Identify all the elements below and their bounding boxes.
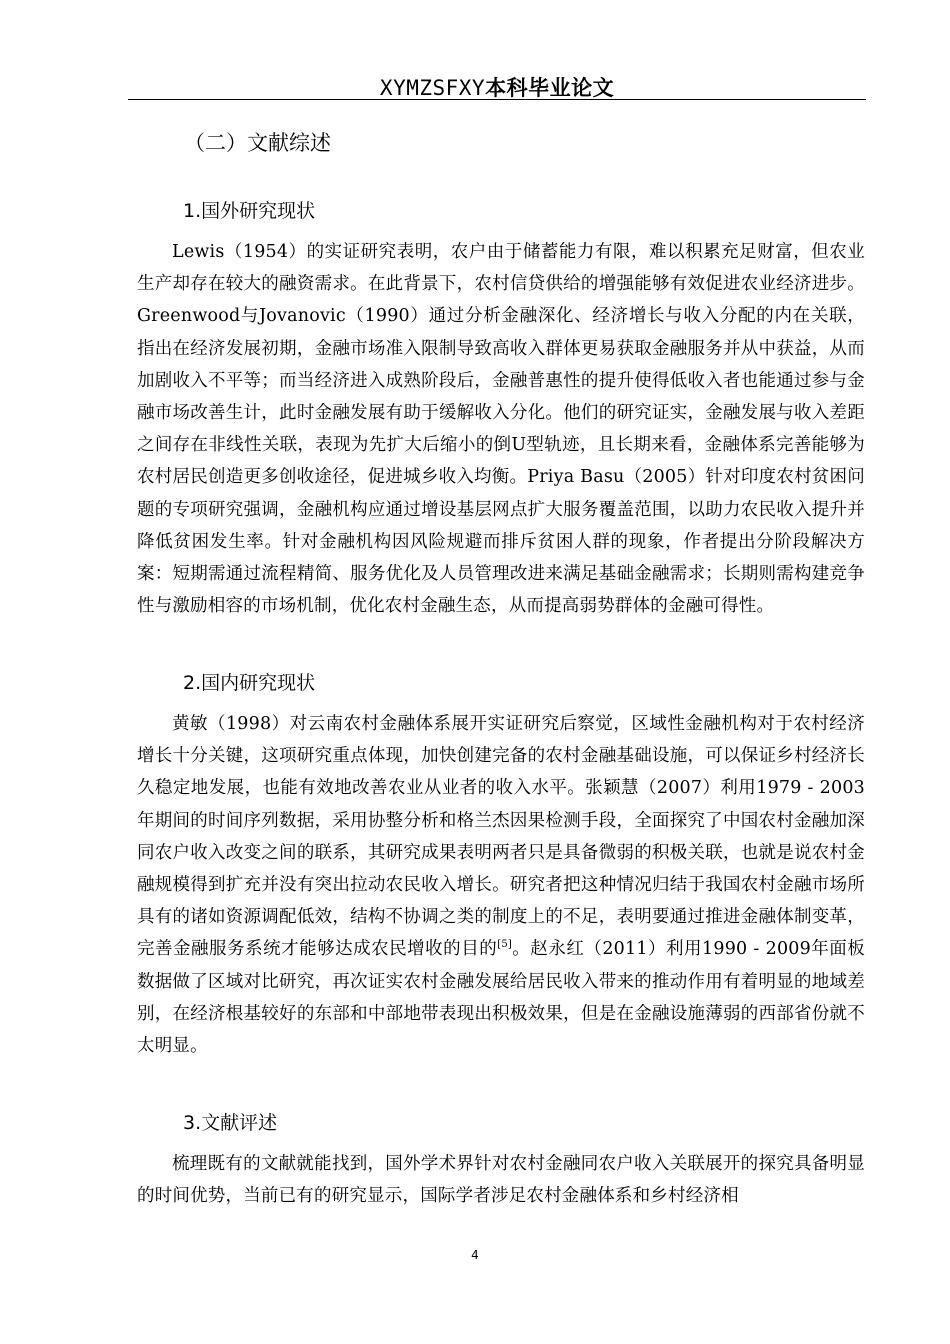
citation-marker: [5] — [497, 939, 512, 951]
header-code: XYMZSFXY — [379, 76, 486, 100]
subsection-heading-domestic: 2.国内研究现状 — [183, 672, 316, 694]
subsection-heading-foreign: 1.国外研究现状 — [183, 200, 316, 222]
page-header — [128, 72, 866, 102]
subsection-heading-review: 3.文献评述 — [183, 1112, 278, 1134]
paragraph-foreign-research: Lewis（1954）的实证研究表明，农户由于储蓄能力有限，难以积累充足财富，但农业生产却存在较大的融资需求。在此背景下，农村信贷供给的增强能够有效促进农业经济进步。Greenwood与Jovanovic（1990）通过分析金融深化、经济增长与收入分配的内在关联，指出在经济发展初期，金融市场准入限制导致高收入群体更易获取金融服务并从中获益，从而加剧收入不平等；而当经济进入成熟阶段后，金融普惠性的提升使得低收入者也能通过参与金融市场改善生计，此时金融发展有助于缓解收入分化。他们的研究证实，金融发展与收入差距之间存在非线性关联，表现为先扩大后缩小的倒U型轨迹，且长期来看，金融体系完善能够为农村居民创造更多创收途径，促进城乡收入均衡。Priya Basu（2005）针对印度农村贫困问题的专项研究强调，金融机构应通过增设基层网点扩大服务覆盖范围，以助力农民收入提升并降低贫困发生率。针对金融机构因风险规避而排斥贫困人群的现象，作者提出分阶段解决方案：短期需通过流程精简、服务优化及人员管理改进来满足基础金融需求；长期则需构建竞争性与激励相容的市场机制，优化农村金融生态，从而提高弱势群体的金融可得性。 — [137, 242, 865, 617]
page-number: 4 — [471, 1248, 479, 1262]
section-title: （二）文献综述 — [184, 131, 331, 155]
paragraph-domestic-research — [137, 708, 865, 1062]
paragraph-domestic-part-a: 黄敏（1998）对云南农村金融体系展开实证研究后察觉，区域性金融机构对于农村经济增长十分关键，这项研究重点体现，加快创建完备的农村金融基础设施，可以保证乡村经济长久稳定地发展，也能有效地改善农业从业者的收入水平。张颖慧（2007）利用1979 - 2003年期间的时间序列数据，采用协整分析和格兰杰因果检测手段，全面探究了中国农村金融加深同农户收入改变之间的联系，其研究成果表明两者只是具备微弱的积极关联，也就是说农村金融规模得到扩充并没有突出拉动农民收入增长。研究者把这种情况归结于我国农村金融市场所具有的诸如资源调配低效，结构不协调之类的制度上的不足，表明要通过推进金融体制变革，完善金融服务系统才能够达成农民增收的目的 — [137, 714, 865, 960]
header-divider — [128, 99, 866, 100]
paragraph-literature-review: 梳理既有的文献就能找到，国外学术界针对农村金融同农户收入关联展开的探究具备明显的时间优势，当前已有的研究显示，国际学者涉足农村金融体系和乡村经济相 — [137, 1154, 865, 1207]
header-title: 本科毕业论文 — [485, 76, 615, 100]
paragraph-domestic-part-b: 。赵永红（2011）利用1990 - 2009年面板数据做了区域对比研究，再次证实农村金融发展给居民收入带来的推动作用有着明显的地域差别，在经济根基较好的东部和中部地带表现出积极效果，但是在金融设施薄弱的西部省份就不太明显。 — [137, 939, 865, 1057]
